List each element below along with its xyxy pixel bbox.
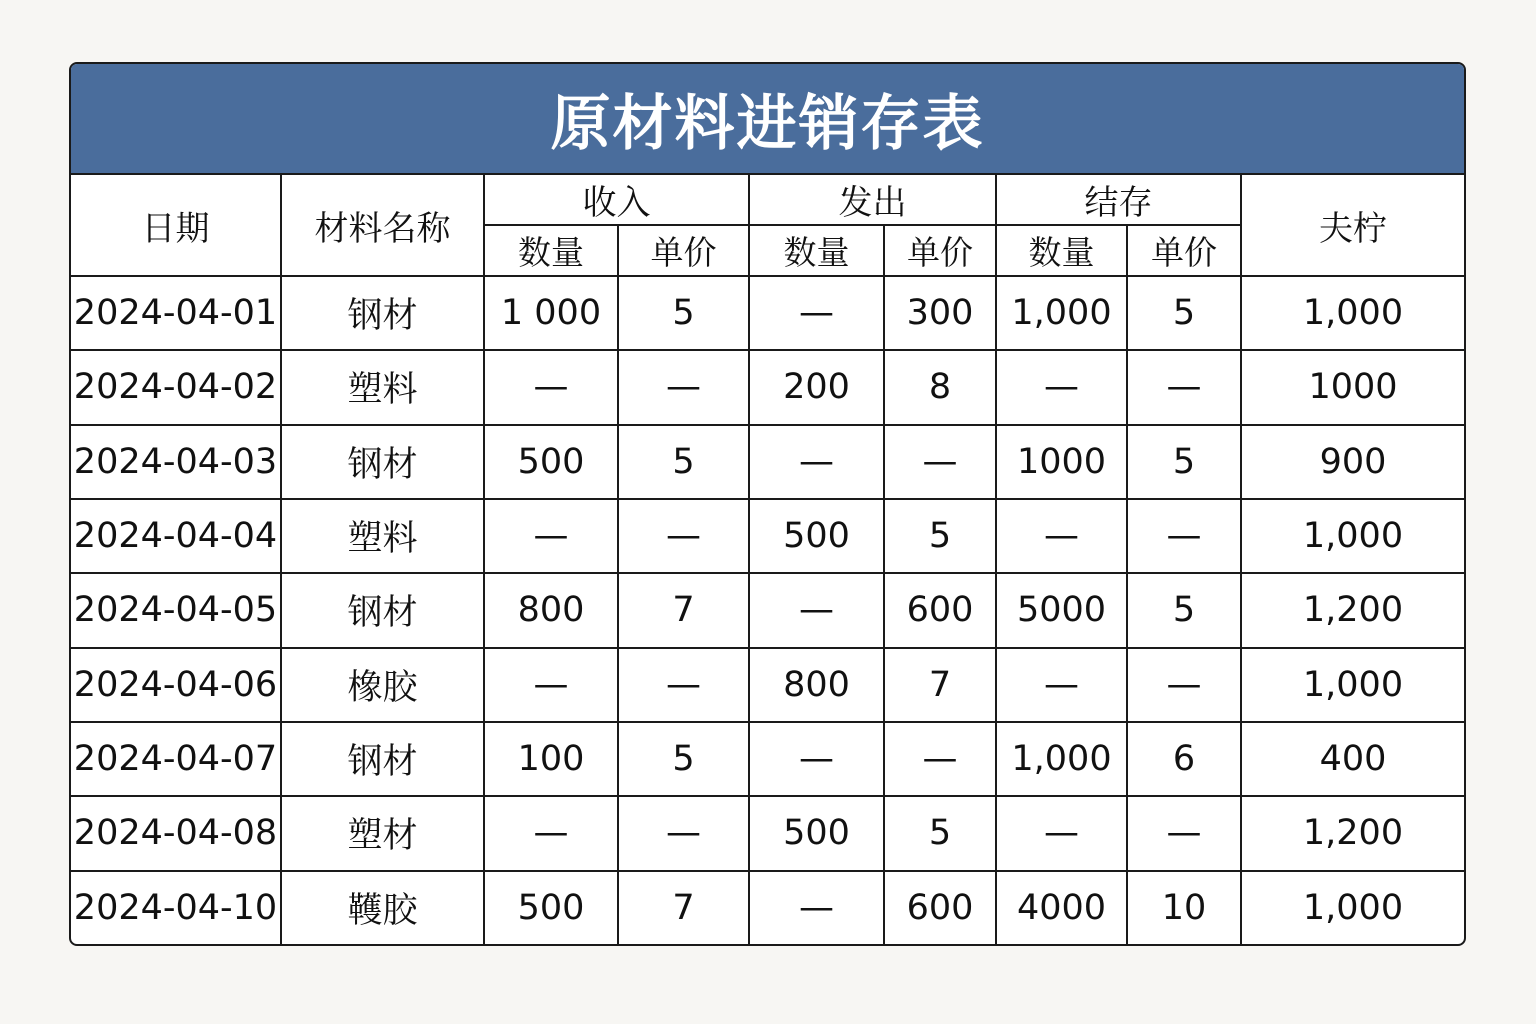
cell-out-qty: 200	[749, 350, 884, 424]
cell-out-price: 600	[884, 871, 996, 944]
header-balance-price: 单价	[1127, 225, 1241, 276]
cell-bal-price: —	[1127, 648, 1241, 722]
cell-material: 塑料	[281, 499, 484, 573]
cell-bal-qty: —	[996, 796, 1127, 870]
cell-bal-qty: 4000	[996, 871, 1127, 944]
cell-in-qty: 800	[484, 573, 618, 647]
header-issue-qty: 数量	[749, 225, 884, 276]
cell-in-qty: —	[484, 499, 618, 573]
cell-date: 2024-04-08	[71, 796, 281, 870]
header-receive-price: 单价	[618, 225, 749, 276]
cell-material: 橡胶	[281, 648, 484, 722]
header-date: 日期	[71, 175, 281, 276]
cell-in-qty: 500	[484, 425, 618, 499]
header-row-top	[71, 175, 1464, 225]
inventory-sheet	[69, 62, 1466, 946]
header-receive: 收入	[484, 175, 749, 225]
cell-bal-price: 5	[1127, 276, 1241, 350]
cell-last: 1,000	[1241, 276, 1464, 350]
cell-date: 2024-04-03	[71, 425, 281, 499]
cell-date: 2024-04-02	[71, 350, 281, 424]
cell-out-price: 600	[884, 573, 996, 647]
table-row	[71, 425, 1464, 499]
cell-in-qty: 1 000	[484, 276, 618, 350]
header-balance: 结存	[996, 175, 1241, 225]
cell-bal-price: —	[1127, 796, 1241, 870]
cell-in-qty: —	[484, 648, 618, 722]
cell-last: 1,000	[1241, 499, 1464, 573]
header-issue: 发出	[749, 175, 996, 225]
cell-in-price: 7	[618, 573, 749, 647]
table-row	[71, 722, 1464, 796]
cell-bal-price: 10	[1127, 871, 1241, 944]
cell-out-qty: —	[749, 425, 884, 499]
cell-out-qty: 500	[749, 499, 884, 573]
table-row	[71, 499, 1464, 573]
inventory-table	[71, 175, 1464, 944]
cell-out-qty: 800	[749, 648, 884, 722]
cell-out-price: 5	[884, 796, 996, 870]
cell-bal-qty: 5000	[996, 573, 1127, 647]
cell-last: 1,000	[1241, 648, 1464, 722]
cell-in-qty: 100	[484, 722, 618, 796]
cell-date: 2024-04-05	[71, 573, 281, 647]
cell-material: 塑料	[281, 350, 484, 424]
cell-out-qty: —	[749, 573, 884, 647]
cell-date: 2024-04-10	[71, 871, 281, 944]
cell-bal-qty: 1,000	[996, 722, 1127, 796]
table-row	[71, 276, 1464, 350]
cell-in-price: —	[618, 350, 749, 424]
cell-in-price: —	[618, 499, 749, 573]
table-row	[71, 573, 1464, 647]
cell-bal-qty: 1,000	[996, 276, 1127, 350]
cell-material: 钢材	[281, 722, 484, 796]
cell-in-qty: 500	[484, 871, 618, 944]
cell-bal-qty: —	[996, 499, 1127, 573]
cell-bal-price: —	[1127, 350, 1241, 424]
cell-material: 钢材	[281, 573, 484, 647]
header-balance-qty: 数量	[996, 225, 1127, 276]
cell-date: 2024-04-06	[71, 648, 281, 722]
table-row	[71, 871, 1464, 944]
cell-date: 2024-04-01	[71, 276, 281, 350]
cell-out-qty: —	[749, 871, 884, 944]
cell-in-price: 5	[618, 276, 749, 350]
cell-last: 1,200	[1241, 796, 1464, 870]
cell-material: 钢材	[281, 425, 484, 499]
table-row	[71, 350, 1464, 424]
cell-out-price: 7	[884, 648, 996, 722]
cell-bal-qty: —	[996, 648, 1127, 722]
cell-in-qty: —	[484, 350, 618, 424]
cell-bal-price: 5	[1127, 425, 1241, 499]
cell-out-price: 5	[884, 499, 996, 573]
cell-date: 2024-04-07	[71, 722, 281, 796]
cell-out-price: 300	[884, 276, 996, 350]
cell-out-qty: —	[749, 276, 884, 350]
cell-material: 钢材	[281, 276, 484, 350]
table-row	[71, 796, 1464, 870]
cell-bal-qty: 1000	[996, 425, 1127, 499]
header-receive-qty: 数量	[484, 225, 618, 276]
cell-in-price: 7	[618, 871, 749, 944]
header-last: 夫柠	[1241, 175, 1464, 276]
cell-in-price: —	[618, 648, 749, 722]
cell-out-qty: 500	[749, 796, 884, 870]
header-issue-price: 单价	[884, 225, 996, 276]
cell-in-price: —	[618, 796, 749, 870]
cell-in-price: 5	[618, 425, 749, 499]
cell-last: 400	[1241, 722, 1464, 796]
header-material: 材料名称	[281, 175, 484, 276]
cell-bal-price: 5	[1127, 573, 1241, 647]
cell-last: 1,200	[1241, 573, 1464, 647]
cell-last: 1000	[1241, 350, 1464, 424]
cell-out-price: 8	[884, 350, 996, 424]
title-bar	[71, 64, 1464, 175]
cell-last: 1,000	[1241, 871, 1464, 944]
cell-in-price: 5	[618, 722, 749, 796]
cell-last: 900	[1241, 425, 1464, 499]
cell-bal-price: —	[1127, 499, 1241, 573]
table-row	[71, 648, 1464, 722]
cell-material: 韄胶	[281, 871, 484, 944]
cell-bal-qty: —	[996, 350, 1127, 424]
cell-date: 2024-04-04	[71, 499, 281, 573]
cell-out-price: —	[884, 425, 996, 499]
cell-out-price: —	[884, 722, 996, 796]
cell-bal-price: 6	[1127, 722, 1241, 796]
cell-in-qty: —	[484, 796, 618, 870]
cell-out-qty: —	[749, 722, 884, 796]
cell-material: 塑材	[281, 796, 484, 870]
page-title: 原材料进销存表	[550, 88, 985, 159]
